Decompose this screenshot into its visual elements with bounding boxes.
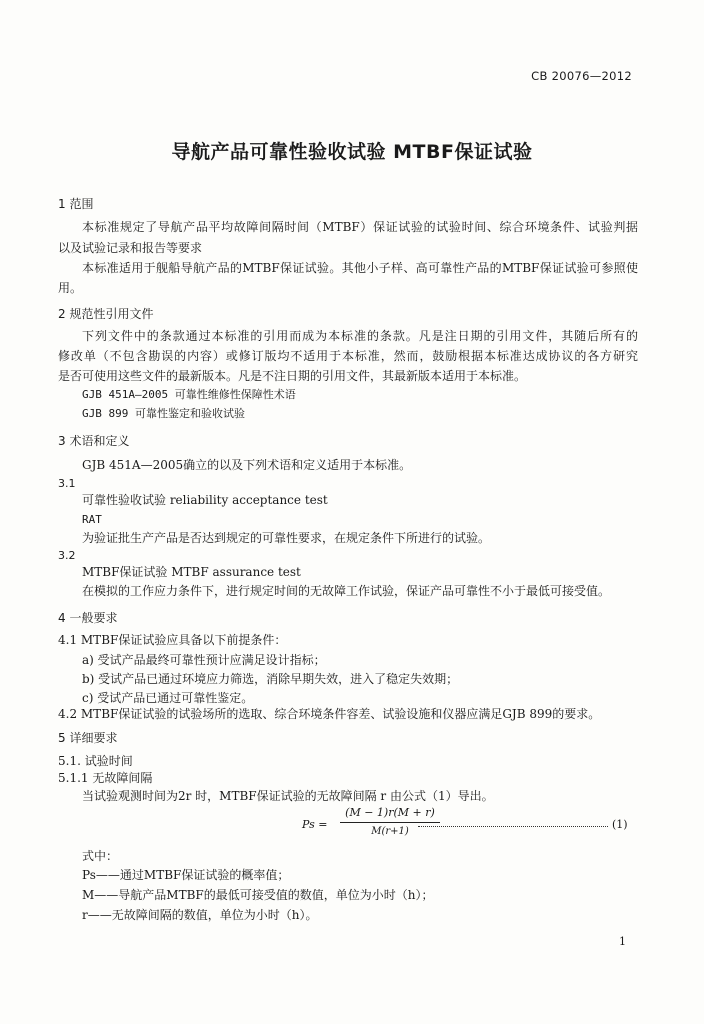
variable-m: M——导航产品MTBF的最低可接受值的数值，单位为小时（h）；: [82, 888, 434, 902]
term-3-2-definition: 在模拟的工作应力条件下，进行规定时间的无故障工作试验，保证产品可靠性不小于最低可接受值。: [82, 584, 611, 598]
clause-4-1: 4.1 MTBF保证试验应具备以下前提条件：: [58, 633, 287, 647]
reference-gjb-451a: GJB 451A—2005 可靠性维修性保障性术语: [82, 388, 296, 401]
section-2-para-line-2: 修改单（不包含勘误的内容）或修订版均不适用于本标准，然而，鼓励根据本标准达成协议的各方研究: [58, 349, 638, 363]
term-3-1-abbreviation: RAT: [82, 513, 102, 526]
term-3-2-name: MTBF保证试验 MTBF assurance test: [82, 565, 301, 579]
section-1-para-2-line-1: 本标准适用于舰船导航产品的MTBF保证试验。其他小子样、高可靠性产品的MTBF保证试验可参照使: [82, 261, 638, 275]
term-3-2-number: 3.2: [58, 549, 76, 562]
term-3-1-name: 可靠性验收试验 reliability acceptance test: [82, 493, 328, 507]
formula-leader-dots: [418, 818, 608, 827]
section-5-heading: 5 详细要求: [58, 731, 118, 745]
document-title: 导航产品可靠性验收试验 MTBF保证试验: [171, 141, 533, 163]
clause-5-1-1-text: 当试验观测时间为2r 时，MTBF保证试验的无故障间隔 r 由公式（1）导出。: [82, 789, 494, 803]
clause-4-1-item-b: b) 受试产品已通过环境应力筛选，消除早期失效，进入了稳定失效期；: [82, 672, 459, 686]
clause-4-2: 4.2 MTBF保证试验的试验场所的选取、综合环境条件容差、试验设施和仪器应满足GJB 899的要求。: [58, 707, 601, 721]
standard-code: CB 20076—2012: [531, 69, 632, 83]
section-2-heading: 2 规范性引用文件: [58, 307, 154, 321]
formula-denominator: M(r+1): [371, 826, 409, 837]
reference-gjb-899: GJB 899 可靠性鉴定和验收试验: [82, 407, 245, 420]
variable-r: r——无故障间隔的数值，单位为小时（h）。: [82, 908, 318, 922]
formula-lhs: Ps =: [302, 818, 328, 831]
clause-5-1: 5.1. 试验时间: [58, 754, 133, 768]
section-1-heading: 1 范围: [58, 197, 94, 211]
section-1-para-2-line-2: 用。: [58, 281, 83, 295]
section-2-para-line-1: 下列文件中的条款通过本标准的引用而成为本标准的条款。凡是注日期的引用文件，其随后所有的: [82, 329, 638, 343]
section-2-para-line-3: 是否可使用这些文件的最新版本。凡是不注日期的引用文件，其最新版本适用于本标准。: [58, 369, 527, 383]
term-3-1-number: 3.1: [58, 477, 76, 490]
section-3-heading: 3 术语和定义: [58, 434, 130, 448]
section-3-intro: GJB 451A—2005确立的以及下列术语和定义适用于本标准。: [82, 458, 412, 472]
section-1-para-1-line-1: 本标准规定了导航产品平均故障间隔时间（MTBF）保证试验的试验时间、综合环境条件、试验判据: [82, 220, 638, 234]
clause-4-1-item-a: a) 受试产品最终可靠性预计应满足设计指标；: [82, 653, 326, 667]
formula-numerator: (M − 1)r(M + r): [345, 806, 435, 819]
variable-ps: Ps——通过MTBF保证试验的概率值；: [82, 868, 290, 882]
formula-number: (1): [612, 818, 628, 831]
clause-4-1-item-c: c) 受试产品已通过可靠性鉴定。: [82, 691, 254, 705]
section-4-heading: 4 一般要求: [58, 611, 118, 625]
term-3-1-definition: 为验证批生产产品是否达到规定的可靠性要求，在规定条件下所进行的试验。: [82, 531, 491, 545]
formula-1: [300, 806, 640, 842]
page-number: 1: [619, 935, 626, 948]
where-label: 式中：: [82, 849, 119, 863]
clause-5-1-1: 5.1.1 无故障间隔: [58, 771, 153, 785]
section-1-para-1-line-2: 以及试验记录和报告等要求: [58, 241, 203, 255]
